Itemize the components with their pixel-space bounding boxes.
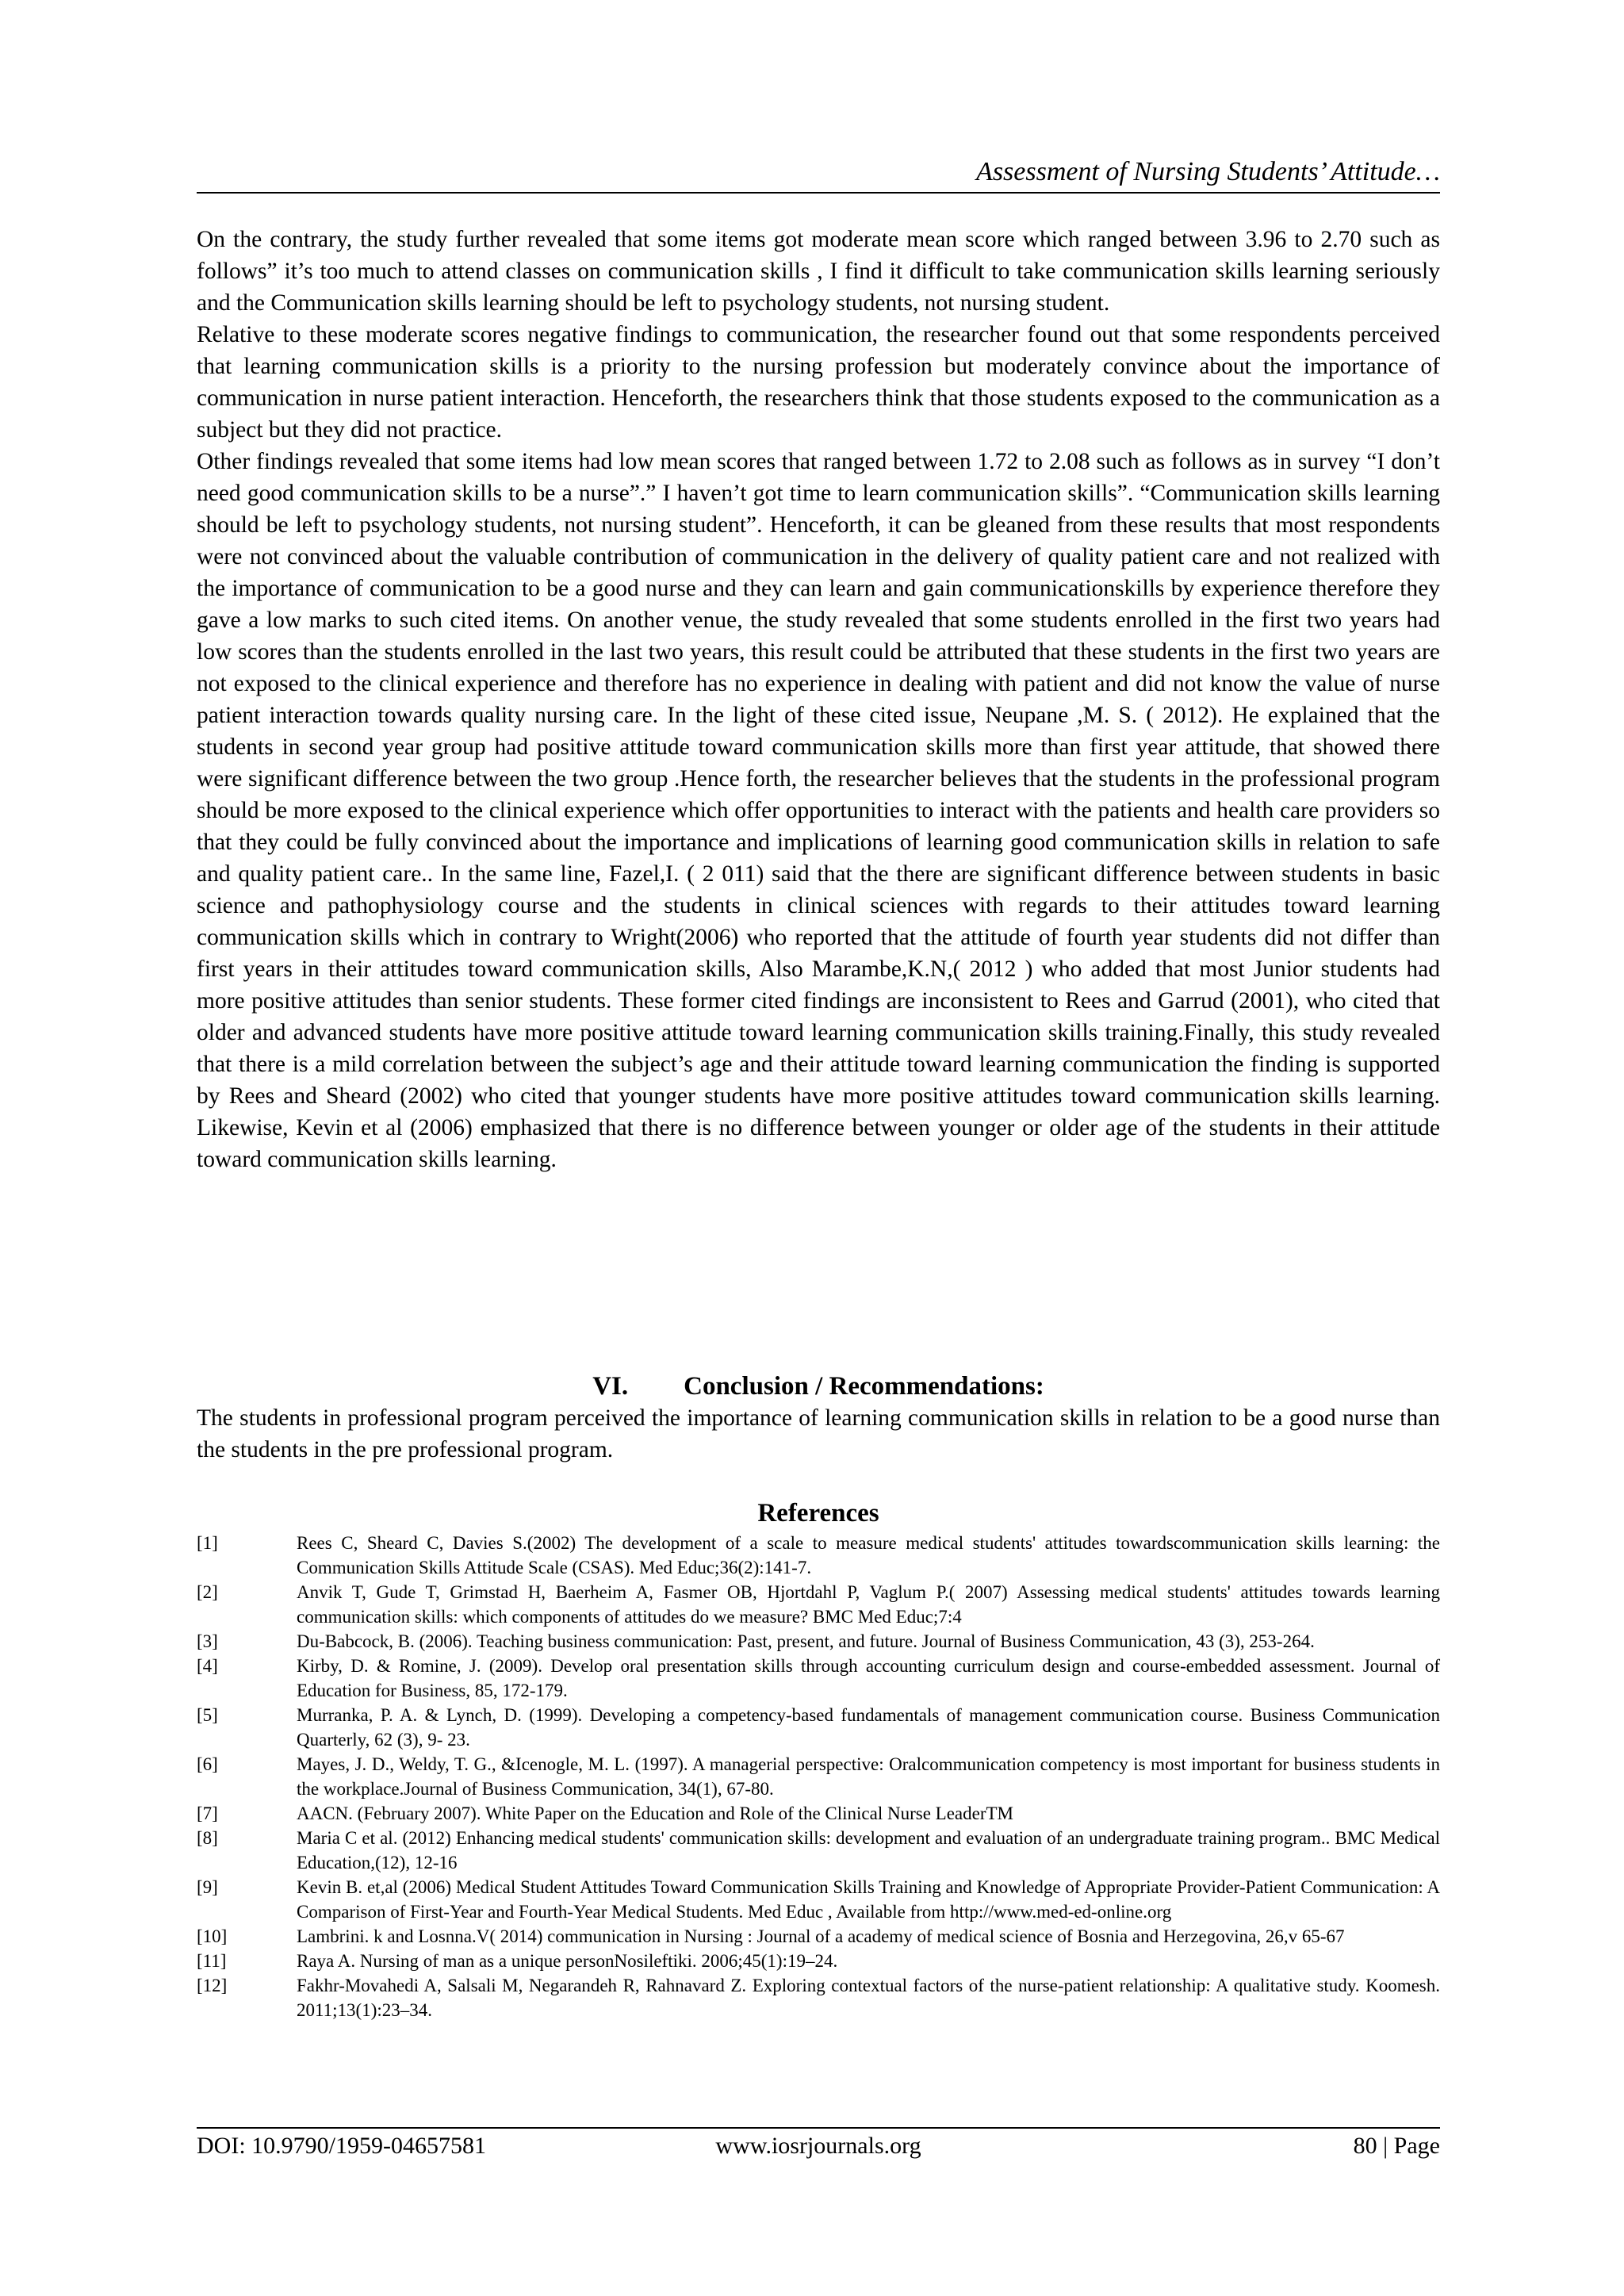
reference-item bbox=[197, 1973, 1440, 2022]
reference-text: Kevin B. et,al (2006) Medical Student Attitudes Toward Communication Skills Training and Knowledge of Appropriate Provider-Patient Communication: A Comparison of First-Year and Fourth-Year Medical Students. Med Educ , Available from http://www.med-ed-online.org bbox=[297, 1877, 1440, 1922]
reference-item bbox=[197, 1949, 1440, 1973]
reference-number: [2] bbox=[197, 1582, 218, 1602]
section-number: VI. bbox=[592, 1372, 629, 1401]
reference-text: Raya A. Nursing of man as a unique personNosileftiki. 2006;45(1):19–24. bbox=[297, 1951, 838, 1971]
reference-item bbox=[197, 1875, 1440, 1924]
paragraph: Other findings revealed that some items had low mean scores that ranged between 1.72 to 2.08 such as follows as in survey “I don’t need good communication skills to be a nurse”.” I haven’t got time to learn communication skills”. “Communication skills learning should be left to psychology students, not nursing student”. Henceforth, it can be gleaned from these results that most respondents were not convinced about the valuable contribution of communication in the delivery of quality patient care and not realized with the importance of communication to be a good nurse and they can learn and gain communicationskills by experience therefore they gave a low marks to such cited items. On another venue, the study revealed that some students enrolled in the first two years had low scores than the students enrolled in the last two years, this result could be attributed that these students in the first two years are not exposed to the clinical experience and therefore has no experience in dealing with patient and did not know the value of nurse patient interaction towards quality nursing care. In the light of these cited issue, Neupane ,M. S. ( 2012). He explained that the students in second year group had positive attitude toward communication skills more than first year attitude, that showed there were significant difference between the two group .Hence forth, the researcher believes that the students in the professional program should be more exposed to the clinical experience which offer opportunities to interact with the patients and health care providers so that they could be fully convinced about the importance and implications of learning good communication skills in relation to safe and quality patient care.. In the same line, Fazel,I. ( 2 011) said that the there are significant difference between students in basic science and pathophysiology course and the students in clinical sciences with regards to their attitudes toward learning communication skills which in contrary to Wright(2006) who reported that the attitude of fourth year students did not differ than first years in their attitudes toward communication skills, Also Marambe,K.N,( 2012 ) who added that most Junior students had more positive attitudes than senior students. These former cited findings are inconsistent to Rees and Garrud (2001), who cited that older and advanced students have more positive attitude toward learning communication skills training.Finally, this study revealed that there is a mild correlation between the subject’s age and their attitude toward learning communication the finding is supported by Rees and Sheard (2002) who cited that younger students have more positive attitudes toward communication skills learning. Likewise, Kevin et al (2006) emphasized that there is no difference between younger or older age of the students in their attitude toward communication skills learning. bbox=[197, 449, 1440, 1172]
reference-number: [7] bbox=[197, 1803, 218, 1823]
reference-item bbox=[197, 1752, 1440, 1801]
reference-number: [8] bbox=[197, 1828, 218, 1848]
footer-rule bbox=[197, 2127, 1440, 2129]
reference-text: Fakhr-Movahedi A, Salsali M, Negarandeh R, Rahnavard Z. Exploring contextual factors of the nurse-patient relationship: A qualitative study. Koomesh. 2011;13(1):23–34. bbox=[297, 1976, 1440, 2020]
conclusion-text: The students in professional program perceived the importance of learning communication skills in relation to be a good nurse than the students in the pre professional program. bbox=[197, 1405, 1440, 1462]
reference-text: Lambrini. k and Losnna.V( 2014) communication in Nursing : Journal of a academy of medical science of Bosnia and Herzegovina, 26,v 65-67 bbox=[297, 1926, 1345, 1946]
reference-item bbox=[197, 1924, 1440, 1949]
discussion-body bbox=[197, 224, 1440, 1175]
journal-website: www.iosrjournals.org bbox=[715, 2133, 921, 2159]
reference-item bbox=[197, 1801, 1440, 1826]
paragraph: On the contrary, the study further revealed that some items got moderate mean score which ranged between 3.96 to 2.70 such as follows” it’s too much to attend classes on communication skills , I find it difficult to take communication skills learning seriously and the Communication skills learning should be left to psychology students, not nursing student. bbox=[197, 227, 1440, 316]
reference-item bbox=[197, 1703, 1440, 1752]
doi: DOI: 10.9790/1959-04657581 bbox=[197, 2133, 486, 2159]
reference-list bbox=[197, 1531, 1440, 2022]
reference-text: Rees C, Sheard C, Davies S.(2002) The development of a scale to measure medical students' attitudes towardscommunication skills learning: the Communication Skills Attitude Scale (CSAS). Med Educ;36(2):141-7. bbox=[297, 1533, 1440, 1577]
references-title: References bbox=[757, 1499, 879, 1527]
reference-number: [4] bbox=[197, 1656, 218, 1676]
header-rule bbox=[197, 192, 1440, 194]
reference-number: [11] bbox=[197, 1951, 227, 1971]
reference-text: Mayes, J. D., Weldy, T. G., &Icenogle, M. L. (1997). A managerial perspective: Oralcommunication competency is most important for business students in the workplace.Journal of Business Communication, 34(1), 67-80. bbox=[297, 1754, 1440, 1799]
reference-number: [5] bbox=[197, 1705, 218, 1725]
reference-number: [3] bbox=[197, 1631, 218, 1651]
paper-page bbox=[197, 0, 1440, 2296]
reference-item bbox=[197, 1531, 1440, 1580]
page-number: 80 | Page bbox=[1353, 2133, 1440, 2159]
reference-text: Murranka, P. A. & Lynch, D. (1999). Developing a competency-based fundamentals of management communication course. Business Communication Quarterly, 62 (3), 9- 23. bbox=[297, 1705, 1440, 1750]
reference-text: Du-Babcock, B. (2006). Teaching business communication: Past, present, and future. Journal of Business Communication, 43 (3), 253-264. bbox=[297, 1631, 1315, 1651]
reference-number: [9] bbox=[197, 1877, 218, 1897]
reference-number: [6] bbox=[197, 1754, 218, 1774]
section-heading bbox=[197, 1370, 1440, 1402]
reference-item bbox=[197, 1629, 1440, 1654]
reference-number: [1] bbox=[197, 1533, 218, 1553]
reference-item bbox=[197, 1826, 1440, 1875]
running-title: Assessment of Nursing Students’ Attitude… bbox=[976, 157, 1440, 186]
paragraph: Relative to these moderate scores negative findings to communication, the researcher found out that some respondents perceived that learning communication skills is a priority to the nursing profession but moderately convince about the importance of communication in nurse patient interaction. Henceforth, the researchers think that those students exposed to the communication as a subject but they did not practice. bbox=[197, 322, 1440, 443]
reference-text: Maria C et al. (2012) Enhancing medical students' communication skills: development and evaluation of an undergraduate training program.. BMC Medical Education,(12), 12-16 bbox=[297, 1828, 1440, 1872]
reference-number: [12] bbox=[197, 1976, 228, 1995]
reference-text: AACN. (February 2007). White Paper on the Education and Role of the Clinical Nurse LeaderTM bbox=[297, 1803, 1013, 1823]
reference-item bbox=[197, 1654, 1440, 1703]
reference-number: [10] bbox=[197, 1926, 228, 1946]
reference-text: Anvik T, Gude T, Grimstad H, Baerheim A, Fasmer OB, Hjortdahl P, Vaglum P.( 2007) Assessing medical students' attitudes towards learning communication skills: which components of attitudes do we measure? BMC Med Educ;7:4 bbox=[297, 1582, 1440, 1627]
reference-text: Kirby, D. & Romine, J. (2009). Develop oral presentation skills through accounting curriculum design and course-embedded assessment. Journal of Education for Business, 85, 172-179. bbox=[297, 1656, 1440, 1700]
section-title: Conclusion / Recommendations: bbox=[684, 1372, 1044, 1401]
reference-item bbox=[197, 1580, 1440, 1629]
